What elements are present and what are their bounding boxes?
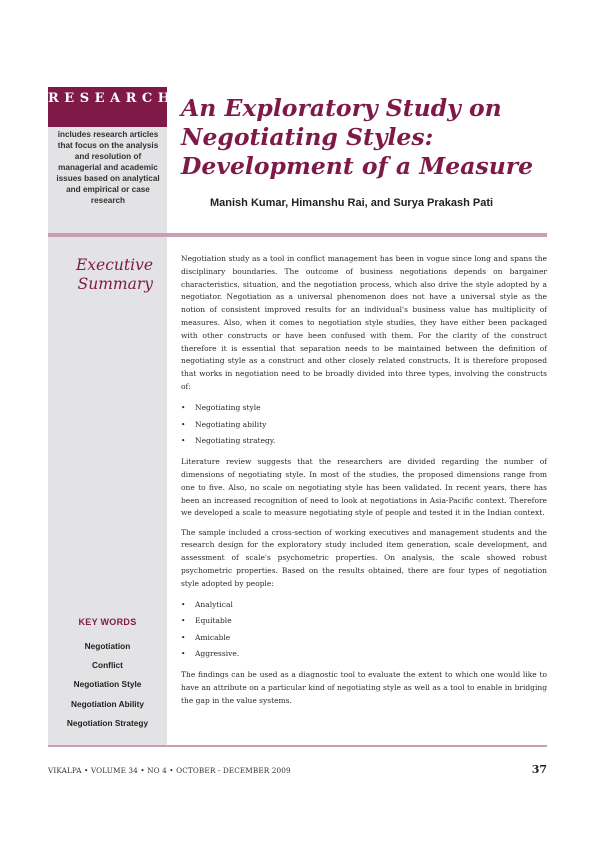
- list-item: • Negotiating ability: [181, 417, 547, 433]
- page-number: 37: [531, 763, 547, 776]
- title-line: An Exploratory Study on: [181, 94, 502, 122]
- title-line: Negotiating Styles:: [181, 123, 434, 151]
- summary-paragraph: The findings can be used as a diagnostic tool to evaluate the extent to which one would like to have an attribute on a particular kind of negotiating style as well as a tool to enable in bridging the gap in the value systems.: [181, 670, 547, 705]
- keyword-item: Negotiation Strategy: [66, 717, 149, 728]
- keyword-item: Conflict: [92, 660, 123, 671]
- styles-list: [181, 597, 547, 662]
- keywords-list: [48, 641, 167, 737]
- list-item: • Analytical: [181, 597, 547, 613]
- list-item: • Equitable: [181, 613, 547, 629]
- summary-paragraph: The sample included a cross-section of working executives and management students and the research design for the exploratory study included item generation, scale development, and assessment of scale's psychometric properties. On analysis, the scale showed robust psychometric properties. Based on the results obtained, there are four types of negotiation style adopted by people:: [181, 527, 547, 588]
- header-divider: [48, 233, 547, 237]
- summary-paragraph: Negotiation study as a tool in conflict management has been in vogue since long and spans the disciplinary boundaries. The outcome of business negotiations depends on bargainer characteristics, situation, and the negotiation process, which also drive the style adopted by a negotiator. Negotiation as a universal phenomenon does not have a universal style as the notion of consistent improved results for an individual's business value has multiplicity of measures. Also, when it comes to negotiation style studies, they have either been packaged with other constructs or have been confused with them. For the clarity of the construct therefore it is essential that separation needs to be maintained between the definition of negotiating style as a construct and other closely related constructs. It is therefore proposed that works in negotiation need to be broadly divided into three types, involving the constructs of:: [181, 254, 547, 391]
- keywords-title: KEY WORDS: [78, 617, 137, 627]
- section-description: includes research articles that focus on the analysis and resolution of managerial and academic issues based on analytical and empirical or case research: [56, 130, 160, 205]
- keyword-item: Negotiation Ability: [71, 698, 144, 709]
- summary-body: [181, 253, 547, 714]
- keyword-item: Negotiation: [84, 641, 131, 651]
- section-label: RESEARCH: [48, 91, 176, 106]
- list-item: • Amicable: [181, 630, 547, 646]
- article-title: [181, 94, 561, 181]
- keyword-item: Negotiation Style: [73, 679, 142, 690]
- article-authors: Manish Kumar, Himanshu Rai, and Surya Prakash Pati: [210, 197, 494, 209]
- constructs-list: [181, 400, 547, 449]
- journal-info: VIKALPA • VOLUME 34 • NO 4 • OCTOBER - DECEMBER 2009: [48, 766, 291, 775]
- summary-heading: [54, 256, 153, 294]
- summary-paragraph: Literature review suggests that the researchers are divided regarding the number of dimensions of negotiating style. In most of the studies, the proposed dimensions range from one to five. Also, no scale on negotiating style has been validated. In recent years, there has been an increased recognition of need to look at negotiations in Asia-Pacific context. Therefore we developed a scale to measure negotiating style of people and tested it in the Indian context.: [181, 457, 547, 518]
- summary-heading-line: Executive: [75, 256, 153, 274]
- summary-heading-line: Summary: [77, 275, 153, 293]
- list-item: • Negotiating style: [181, 400, 547, 416]
- footer-divider: [48, 745, 547, 747]
- list-item: • Aggressive.: [181, 646, 547, 662]
- list-item: • Negotiating strategy.: [181, 433, 547, 449]
- title-line: Development of a Measure: [181, 152, 534, 180]
